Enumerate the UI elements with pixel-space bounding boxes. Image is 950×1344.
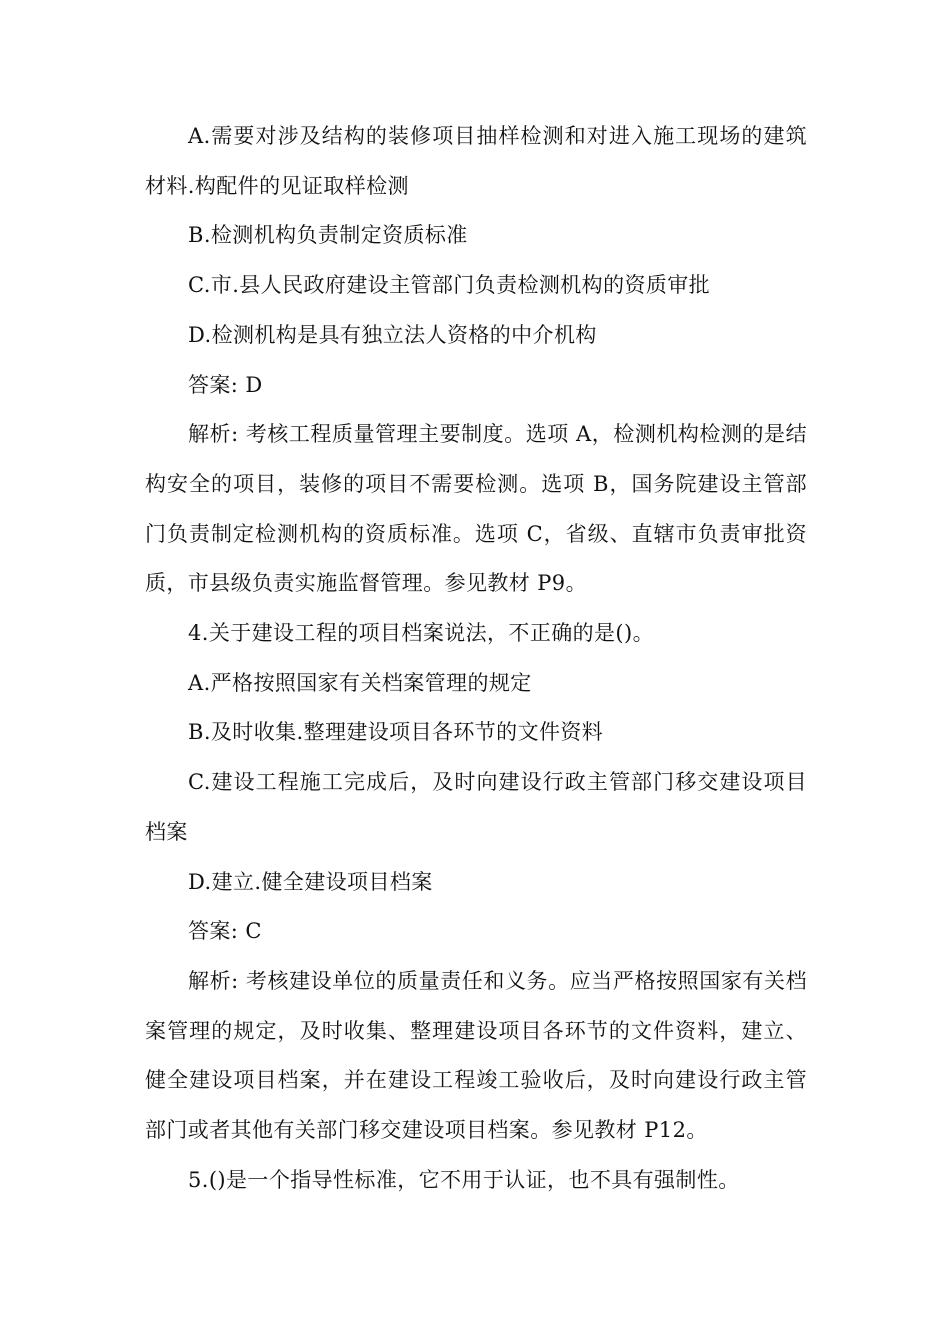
option-d-q3: D.检测机构是具有独立法人资格的中介机构 [188,322,597,347]
answer-q3: 答案: D [188,372,263,397]
option-b-q3: B.检测机构负责制定资质标准 [188,223,468,248]
question-4: 4.关于建设工程的项目档案说法，不正确的是()。 [188,621,655,646]
answer-q4: 答案: C [188,919,262,944]
document-body [145,112,807,1205]
option-c-q4: C.建设工程施工完成后，及时向建设行政主管部门移交建设项目档案 [145,770,807,844]
option-c-q3: C.市.县人民政府建设主管部门负责检测机构的资质审批 [188,273,711,298]
option-a-q4: A.严格按照国家有关档案管理的规定 [188,670,532,695]
option-b-q4: B.及时收集.整理建设项目各环节的文件资料 [188,720,604,745]
explanation-q3: 解析: 考核工程质量管理主要制度。选项 A，检测机构检测的是结构安全的项目，装修的项目不需要检测。选项 B，国务院建设主管部门负责制定检测机构的资质标准。选项 C，省级、直辖市负责审批资质，市县级负责实施监督管理。参见教材 P9。 [145,422,807,596]
explanation-q4: 解析: 考核建设单位的质量责任和义务。应当严格按照国家有关档案管理的规定，及时收集、整理建设项目各环节的文件资料，建立、健全建设项目档案，并在建设工程竣工验收后，及时向建设行政主管部门或者其他有关部门移交建设项目档案。参见教材 P12。 [145,968,807,1143]
option-d-q4: D.建立.健全建设项目档案 [188,869,433,894]
option-a-q3: A.需要对涉及结构的装修项目抽样检测和对进入施工现场的建筑材料.构配件的见证取样检测 [145,124,807,198]
question-5: 5.()是一个指导性标准，它不用于认证，也不具有强制性。 [188,1167,740,1192]
